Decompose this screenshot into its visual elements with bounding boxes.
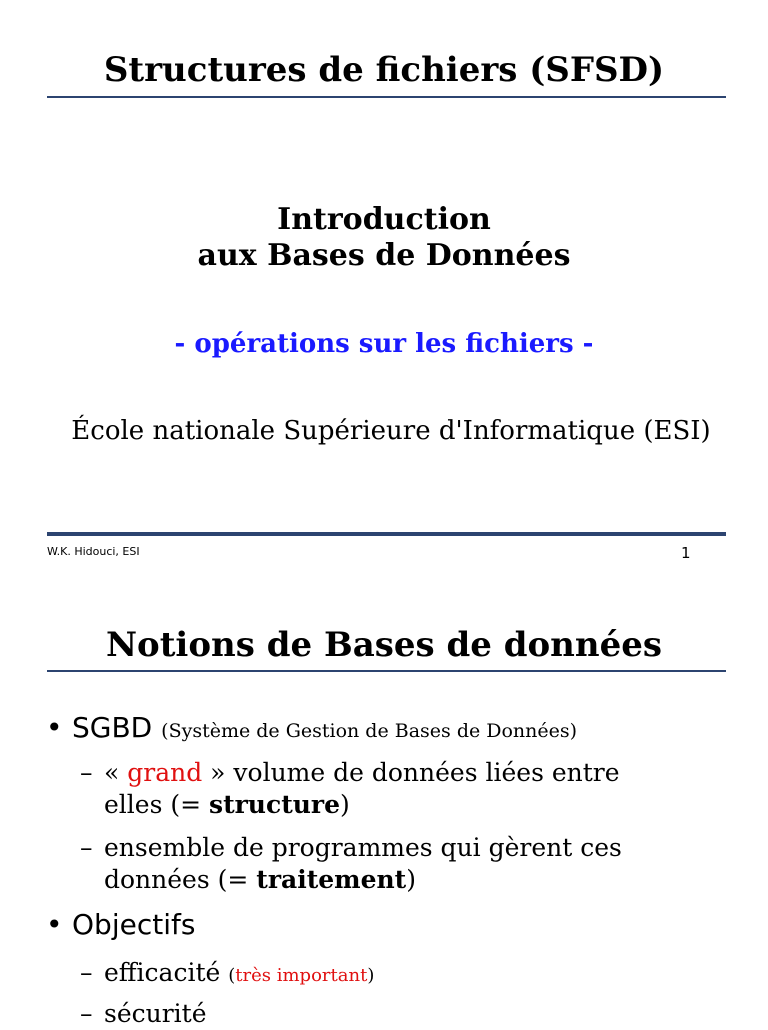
slide-subtitle: - opérations sur les fichiers - (174, 329, 594, 359)
bullet-dot-icon: • (46, 908, 63, 941)
sub-text-part: données (= (104, 865, 257, 894)
bullet-label: Objectifs (72, 908, 196, 941)
sub-item-efficacite (80, 957, 680, 992)
dash-icon: – (80, 758, 93, 787)
sub-text: sécurité (104, 999, 207, 1028)
bullet-sgbd (46, 711, 736, 748)
sub-open-quote: « (104, 758, 128, 787)
bold-structure: structure (209, 790, 341, 819)
slide-2 (0, 580, 768, 1028)
sub-item-volume (80, 757, 680, 821)
bullet-objectifs (46, 908, 736, 942)
dash-icon: – (80, 958, 93, 987)
bold-traitement: traitement (256, 865, 407, 894)
highlight-grand: grand (127, 758, 203, 787)
sub-text-part: elles (= (104, 790, 210, 819)
sub-text: efficacité (104, 958, 229, 987)
sub-text: » volume de données liées entre (202, 758, 620, 787)
bullet-label: SGBD (72, 711, 153, 744)
sub-text-continuation (80, 789, 680, 821)
bullet-note: (Système de Gestion de Bases de Données) (161, 720, 578, 742)
sub-item-programs (80, 832, 680, 896)
footer-divider (47, 532, 726, 536)
sub-text-part: ) (406, 865, 416, 894)
dash-icon: – (80, 833, 93, 862)
paren-open: ( (228, 965, 236, 986)
paren-close: ) (367, 965, 375, 986)
sub-text: ensemble de programmes qui gèrent ces (104, 833, 622, 862)
slide-title: Structures de fichiers (SFSD) (103, 50, 665, 90)
title-divider (47, 670, 726, 672)
intro-line-2: aux Bases de Données (197, 238, 571, 273)
bullet-dot-icon: • (46, 711, 63, 744)
sub-text-part: ) (340, 790, 350, 819)
school-name: École nationale Supérieure d'Informatique (ESI) (71, 416, 711, 446)
note-tres-important: très important (235, 965, 368, 986)
slide-title: Notions de Bases de données (105, 625, 663, 665)
page-number: 1 (681, 544, 691, 562)
dash-icon: – (80, 999, 93, 1028)
sub-item-securite (80, 998, 680, 1030)
intro-line-1: Introduction (277, 202, 491, 237)
sub-text-continuation (80, 864, 680, 896)
intro-heading (0, 202, 768, 274)
footer-author: W.K. Hidouci, ESI (47, 545, 140, 558)
title-divider (47, 96, 726, 98)
